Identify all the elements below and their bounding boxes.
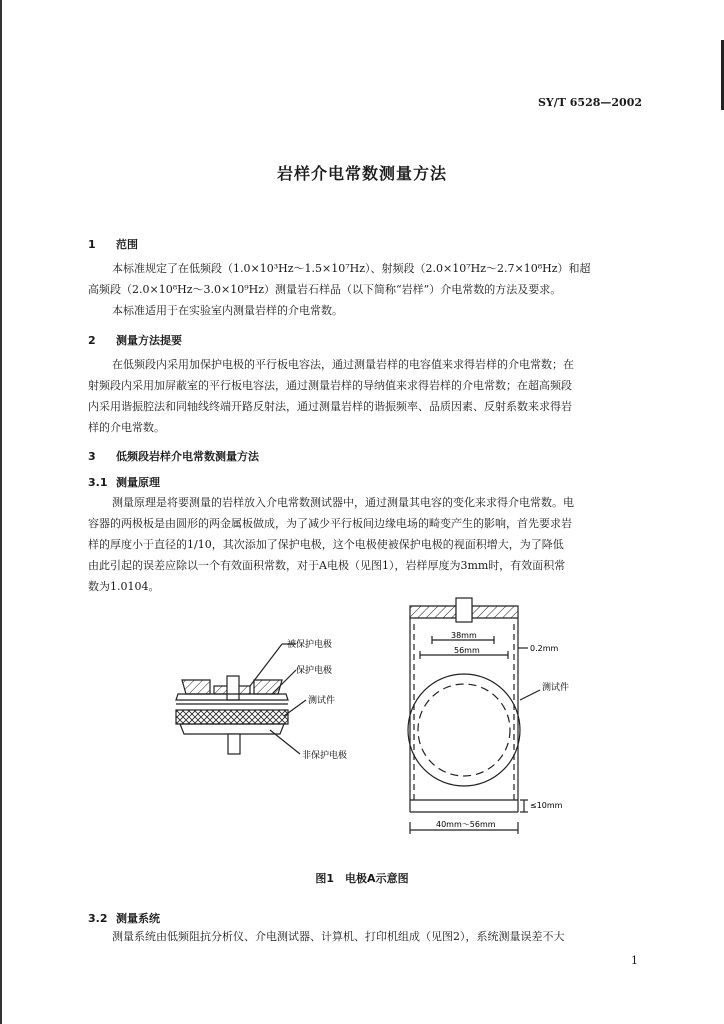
s31-line3: 样的厚度小于直径的1/10，其次添加了保护电极，这个电极使被保护电极的视面积增大，为了降低: [88, 538, 564, 551]
section-number: 3: [88, 450, 96, 463]
s32-line1: 测量系统由低频阻抗分析仪、介电测试器、计算机、打印机组成（见图2），系统测量误差不大: [112, 930, 565, 943]
s31-line5: 数为1.0104。: [88, 580, 160, 593]
s1-para1-line2: 高频段（2.0×10⁸Hz～3.0×10⁹Hz）测量岩石样品（以下简称“岩样”）介电常数的方法及要求。: [88, 283, 562, 296]
figure-caption: 图1 电极A示意图: [315, 872, 409, 885]
label-guarded-electrode: 被保护电极: [287, 640, 333, 650]
s1-para2: 本标准适用于在实验室内测量岩样的介电常数。: [112, 304, 343, 317]
section-title: 低频段岩样介电常数测量方法: [116, 450, 259, 463]
section-title: 测量方法提要: [116, 334, 182, 347]
dim-gap: 0.2mm: [530, 644, 559, 653]
label-unguarded-electrode: 非保护电极: [302, 751, 348, 761]
dim-height: ≤10mm: [530, 801, 563, 810]
label-guard-electrode: 保护电极: [296, 666, 333, 676]
section-number: 2: [88, 334, 96, 347]
section-number: 1: [88, 238, 96, 251]
electrode-side-view: [176, 644, 306, 754]
page-number: 1: [631, 954, 638, 967]
section-number: 3.2: [88, 912, 108, 925]
section-title: 测量原理: [116, 476, 160, 489]
s2-line1: 在低频段内采用加保护电极的平行板电容法，通过测量岩样的电容值来求得岩样的介电常数；在: [112, 358, 574, 371]
dim-56mm: 56mm: [454, 646, 480, 655]
page-title: 岩样介电常数测量方法: [276, 164, 447, 183]
s2-line4: 样的介电常数。: [88, 421, 165, 434]
label-test-piece-left: 测试件: [308, 696, 336, 706]
section-title: 测量系统: [116, 912, 160, 925]
label-test-piece-right: 测试件: [542, 683, 570, 693]
s2-line3: 内采用谐振腔法和同轴线终端开路反射法，通过测量岩样的谐振频率、品质因素、反射系数来求得岩: [88, 400, 572, 413]
dim-38mm: 38mm: [451, 631, 477, 640]
standard-number: SY/T 6528—2002: [537, 96, 642, 109]
s31-line2: 容器的两极板是由圆形的两金属板做成，为了减少平行板间边缘电场的畸变产生的影响，首先要求岩: [88, 517, 572, 530]
dim-width: 40mm～56mm: [436, 820, 496, 829]
s1-para1-line1: 本标准规定了在低频段（1.0×10³Hz～1.5×10⁷Hz）、射频段（2.0×10⁷Hz～2.7×10⁸Hz）和超: [112, 262, 591, 275]
section-3-2-heading: [88, 910, 160, 926]
s31-line4: 由此引起的误差应除以一个有效面积常数，对于A电极（见图1），岩样厚度为3mm时，有效面积常: [88, 559, 566, 572]
s2-line2: 射频段内采用加屏蔽室的平行板电容法，通过测量岩样的导纳值来求得岩样的介电常数；在超高频段: [88, 379, 572, 392]
s31-line1: 测量原理是将要测量的岩样放入介电常数测试器中，通过测量其电容的变化来求得介电常数。电: [112, 496, 574, 509]
section-title: 范围: [116, 238, 138, 251]
section-number: 3.1: [88, 476, 108, 489]
